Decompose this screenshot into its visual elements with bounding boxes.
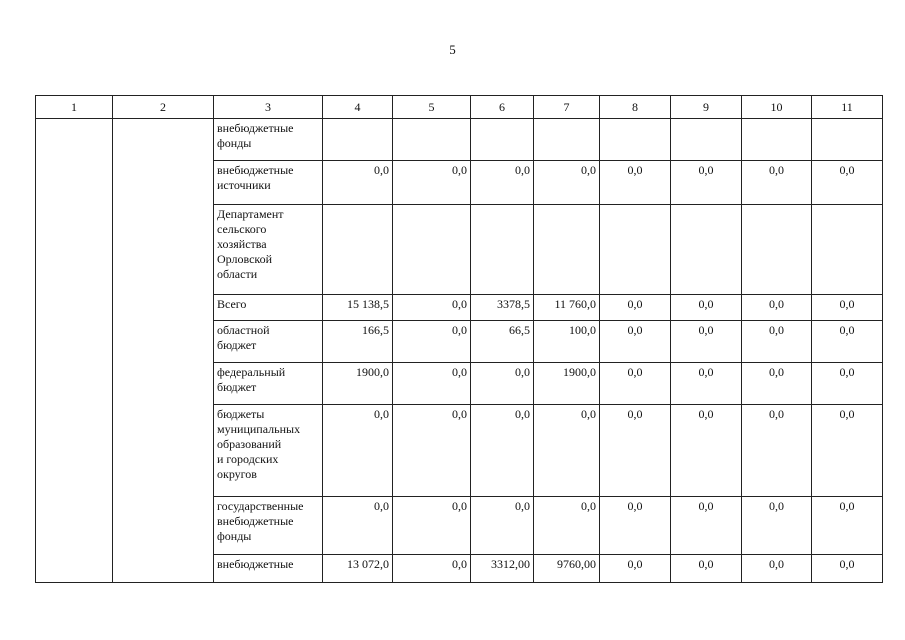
header-cell: 4 — [323, 96, 393, 119]
value-cell: 0,0 — [671, 497, 742, 555]
table-row — [36, 119, 883, 161]
value-cell: 0,0 — [393, 497, 471, 555]
value-cell: 1900,0 — [323, 363, 393, 405]
row-label-cell: федеральный бюджет — [214, 363, 323, 405]
value-cell: 0,0 — [471, 363, 534, 405]
value-cell: 0,0 — [323, 405, 393, 497]
value-cell: 0,0 — [742, 363, 812, 405]
value-cell: 0,0 — [600, 405, 671, 497]
value-cell: 0,0 — [323, 161, 393, 205]
value-cell: 0,0 — [471, 161, 534, 205]
value-cell: 13 072,0 — [323, 555, 393, 583]
row-label-cell: областной бюджет — [214, 321, 323, 363]
value-cell — [534, 119, 600, 161]
value-cell: 0,0 — [671, 363, 742, 405]
value-cell: 0,0 — [534, 405, 600, 497]
value-cell: 0,0 — [534, 497, 600, 555]
value-cell: 0,0 — [393, 363, 471, 405]
row-label-cell: внебюджетные источники — [214, 161, 323, 205]
value-cell — [323, 119, 393, 161]
row-label-cell: бюджеты муниципальных образований и городских округов — [214, 405, 323, 497]
budget-table — [35, 95, 883, 583]
col1-blank-cell — [36, 119, 113, 583]
value-cell: 0,0 — [742, 295, 812, 321]
value-cell: 0,0 — [671, 555, 742, 583]
value-cell: 0,0 — [812, 497, 883, 555]
value-cell: 0,0 — [393, 161, 471, 205]
value-cell: 0,0 — [671, 161, 742, 205]
value-cell — [742, 119, 812, 161]
value-cell: 0,0 — [742, 161, 812, 205]
value-cell — [812, 205, 883, 295]
value-cell: 100,0 — [534, 321, 600, 363]
value-cell: 0,0 — [600, 321, 671, 363]
value-cell: 15 138,5 — [323, 295, 393, 321]
value-cell: 0,0 — [600, 555, 671, 583]
header-cell: 7 — [534, 96, 600, 119]
value-cell — [671, 205, 742, 295]
value-cell: 1900,0 — [534, 363, 600, 405]
value-cell — [471, 119, 534, 161]
value-cell: 166,5 — [323, 321, 393, 363]
col2-blank-cell — [113, 119, 214, 583]
row-label-cell: внебюджетные фонды — [214, 119, 323, 161]
value-cell: 0,0 — [600, 161, 671, 205]
value-cell — [600, 119, 671, 161]
value-cell — [471, 205, 534, 295]
row-label-cell: государственные внебюджетные фонды — [214, 497, 323, 555]
header-cell: 6 — [471, 96, 534, 119]
value-cell: 0,0 — [671, 295, 742, 321]
value-cell: 0,0 — [471, 405, 534, 497]
value-cell: 0,0 — [812, 555, 883, 583]
value-cell: 0,0 — [812, 321, 883, 363]
value-cell: 0,0 — [393, 295, 471, 321]
value-cell: 0,0 — [323, 497, 393, 555]
value-cell — [393, 205, 471, 295]
page-number: 5 — [449, 42, 456, 57]
header-cell: 10 — [742, 96, 812, 119]
row-label-cell: Департамент сельского хозяйства Орловской области — [214, 205, 323, 295]
value-cell — [812, 119, 883, 161]
table-body — [36, 96, 883, 583]
header-cell: 2 — [113, 96, 214, 119]
value-cell: 0,0 — [671, 405, 742, 497]
value-cell: 0,0 — [742, 405, 812, 497]
value-cell: 0,0 — [393, 405, 471, 497]
value-cell — [600, 205, 671, 295]
value-cell — [742, 205, 812, 295]
header-cell: 9 — [671, 96, 742, 119]
value-cell: 0,0 — [534, 161, 600, 205]
value-cell: 0,0 — [393, 555, 471, 583]
header-cell: 11 — [812, 96, 883, 119]
header-cell: 8 — [600, 96, 671, 119]
value-cell: 0,0 — [742, 555, 812, 583]
value-cell: 0,0 — [812, 295, 883, 321]
row-label-cell: внебюджетные — [214, 555, 323, 583]
value-cell: 0,0 — [600, 295, 671, 321]
header-cell: 1 — [36, 96, 113, 119]
value-cell: 3312,00 — [471, 555, 534, 583]
value-cell: 11 760,0 — [534, 295, 600, 321]
value-cell: 0,0 — [600, 497, 671, 555]
value-cell: 66,5 — [471, 321, 534, 363]
value-cell: 0,0 — [671, 321, 742, 363]
value-cell: 0,0 — [742, 321, 812, 363]
value-cell: 0,0 — [812, 363, 883, 405]
header-cell: 3 — [214, 96, 323, 119]
value-cell: 0,0 — [742, 497, 812, 555]
value-cell: 0,0 — [812, 161, 883, 205]
value-cell: 0,0 — [812, 405, 883, 497]
value-cell: 3378,5 — [471, 295, 534, 321]
value-cell — [323, 205, 393, 295]
value-cell — [671, 119, 742, 161]
value-cell: 0,0 — [471, 497, 534, 555]
row-label-cell: Всего — [214, 295, 323, 321]
value-cell: 0,0 — [393, 321, 471, 363]
value-cell — [393, 119, 471, 161]
header-cell: 5 — [393, 96, 471, 119]
value-cell: 9760,00 — [534, 555, 600, 583]
value-cell: 0,0 — [600, 363, 671, 405]
header-row — [36, 96, 883, 119]
value-cell — [534, 205, 600, 295]
